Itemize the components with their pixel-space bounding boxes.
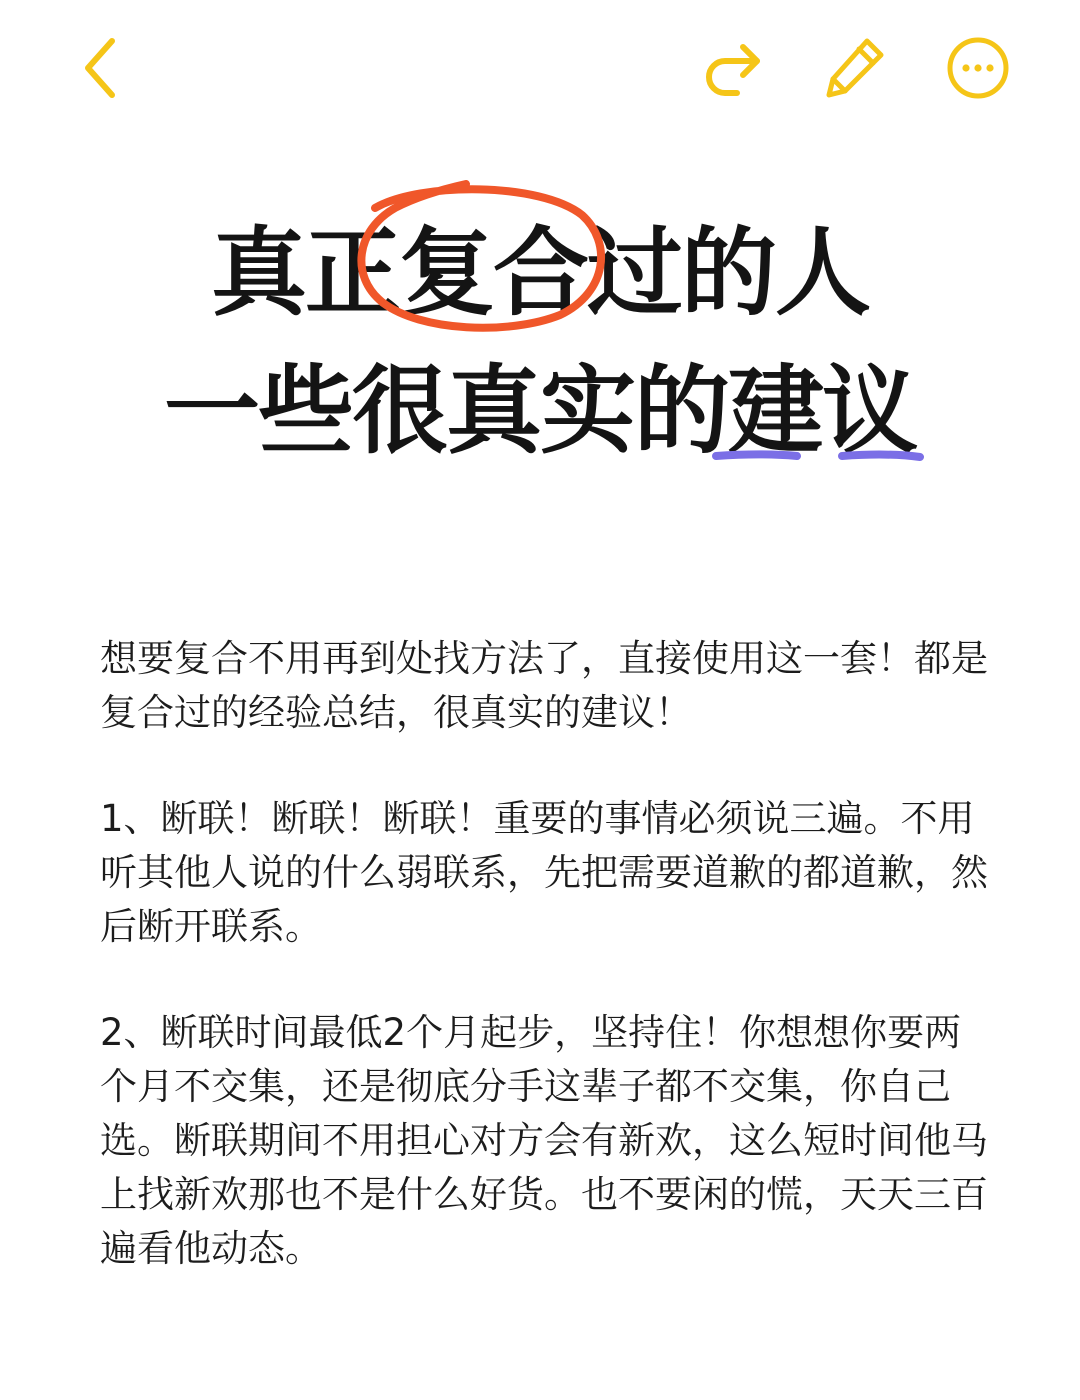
back-button[interactable]	[62, 30, 138, 106]
edit-button[interactable]	[816, 30, 892, 106]
share-button[interactable]	[694, 30, 770, 106]
more-button[interactable]	[940, 30, 1016, 106]
paragraph-intro: 想要复合不用再到处找方法了，直接使用这一套！都是复合过的经验总结，很真实的建议！	[100, 637, 988, 734]
title-line-1: 真正复合过的人	[211, 217, 869, 329]
paragraph-tip-2: 2、断联时间最低2个月起步，坚持住！你想想你要两个月不交集，还是彻底分手这辈子都不交集，你自己选。断联期间不用担心对方会有新欢，这么短时间他马上找新欢那也不是什么好货。也不要闲的慌，天天三百遍看他动态。	[100, 1011, 988, 1270]
top-toolbar	[0, 0, 1080, 140]
note-body	[100, 632, 990, 1328]
paragraph-tip-1: 1、断联！断联！断联！重要的事情必须说三遍。不用听其他人说的什么弱联系，先把需要道歉的都道歉，然后断开联系。	[100, 797, 988, 948]
more-dots-icon	[943, 33, 1013, 103]
chevron-left-icon	[70, 33, 130, 103]
title-block	[0, 170, 1080, 500]
title-line-2: 一些很真实的建议	[164, 355, 916, 467]
share-arrow-icon	[697, 33, 767, 103]
pencil-icon	[819, 33, 889, 103]
